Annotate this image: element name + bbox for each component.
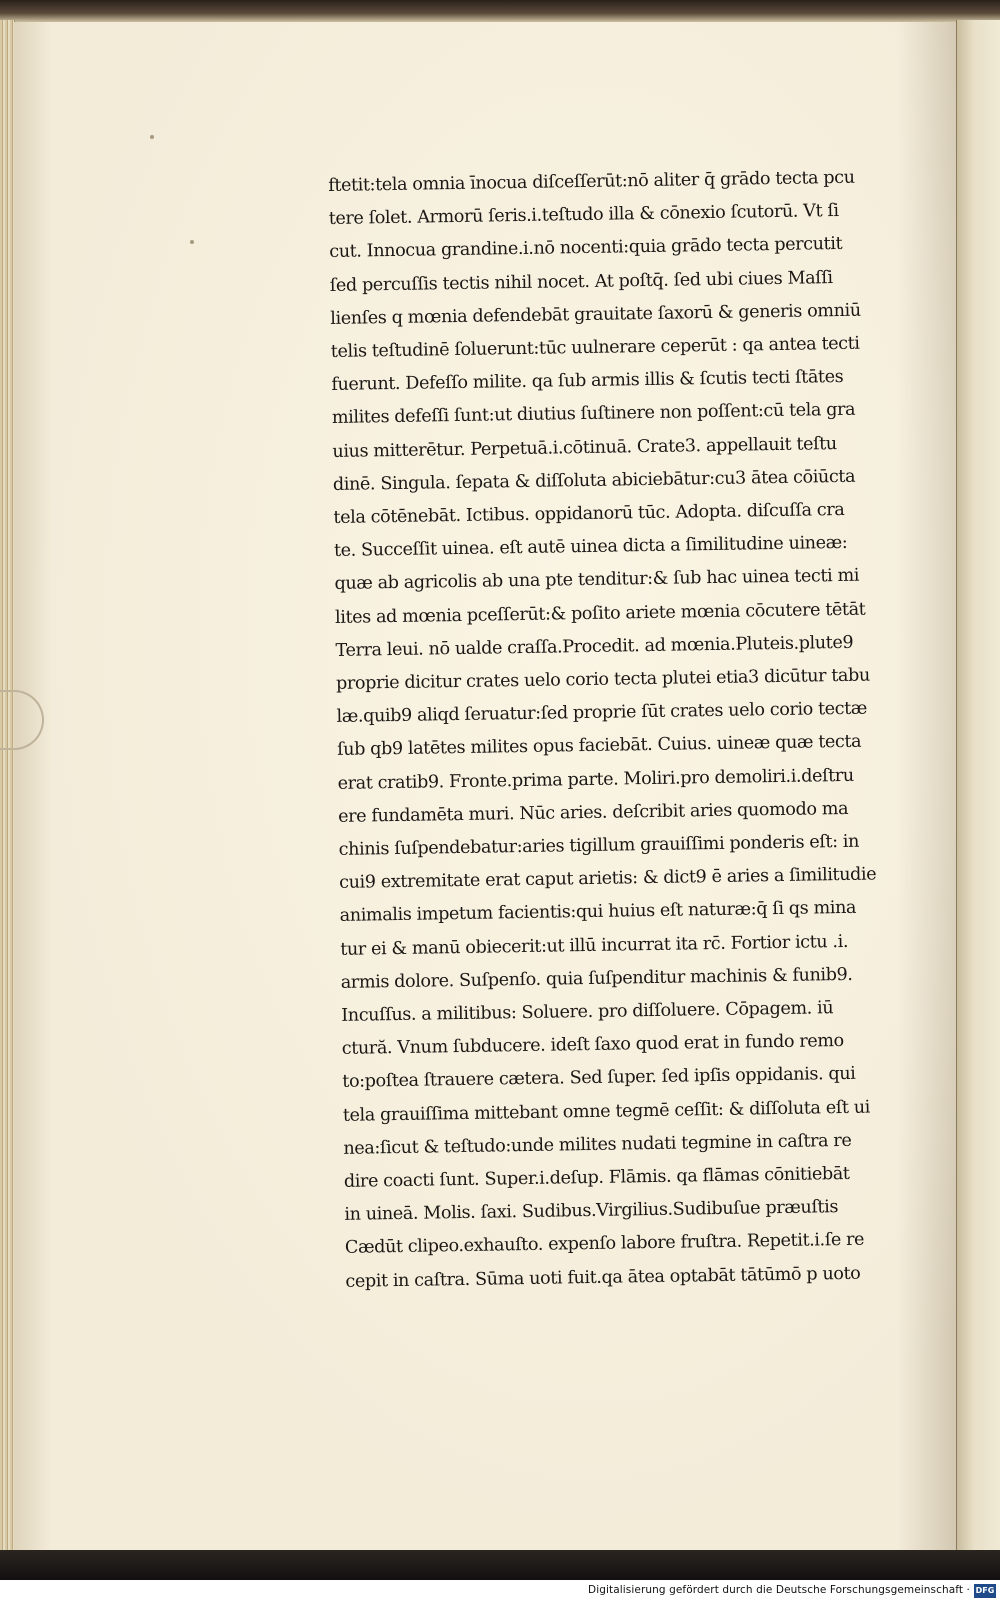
text-line: armis dolore. Suſpenſo. quia ſuſpenditur machinis & funib9. bbox=[340, 964, 853, 993]
text-line: Terra leui. nō ualde craſſa.Procedit. ad mœnia.Pluteis.plute9 bbox=[335, 632, 854, 661]
text-line: proprie dicitur crates uelo corio tecta plutei etia3 dicūtur tabu bbox=[335, 665, 871, 694]
book-top-shadow bbox=[0, 0, 1000, 22]
text-line: Incuſſus. a militibus: Soluere. pro diſſoluere. Cōpagem. iū bbox=[341, 998, 834, 1026]
text-line: nea:ſicut & teſtudo:unde milites nudati tegmine in caſtra re bbox=[343, 1130, 852, 1159]
text-line: cui9 extremitate erat caput arietis: & dict9 ē aries a ſimilitudie bbox=[339, 864, 877, 894]
text-line: chinis ſuſpendebatur:aries tigillum grauiſſimi ponderis eſt: in bbox=[338, 831, 860, 860]
facing-page-fragment bbox=[966, 1060, 996, 1360]
text-line: uius mitterētur. Perpetuā.i.cōtinuā. Crate3. appellauit teſtu bbox=[332, 433, 837, 462]
text-line: erat cratib9. Fronte.prima parte. Moliri.pro demoliri.i.deſtru bbox=[337, 765, 854, 794]
funding-credit: Digitalisierung gefördert durch die Deutsche Forschungsgemeinschaft · bbox=[588, 1584, 970, 1596]
text-line: lites ad mœnia pceſſerūt:& poſito ariete mœnia cōcutere tētāt bbox=[334, 599, 866, 628]
text-line: cut. Innocua grandine.i.nō nocenti:quia grādo tecta percutit bbox=[329, 234, 843, 263]
text-line: telis teſtudinē ſoluerunt:tūc uulnerare ceperūt : qa antea tecti bbox=[330, 333, 860, 362]
text-line: ſed percuſſis tectis nihil nocet. At poſtq̄. ſed ubi ciues Maſſi bbox=[329, 267, 833, 296]
text-line: tere ſolet. Armorū ſeris.i.teſtudo illa & cōnexio ſcutorū. Vt ſi bbox=[328, 201, 839, 230]
text-line: lienſes q mœnia defendebāt grauitate ſaxorū & generis omniū bbox=[330, 300, 861, 329]
text-line: dinē. Singula. ſepata & diſſoluta abiciebātur:cu3 ātea cōiūcta bbox=[332, 466, 856, 495]
text-line: Cædūt clipeo.exhauſto. expenſo labore fruſtra. Repetit.i.ſe re bbox=[344, 1230, 865, 1259]
text-line: tela grauiſſima mittebant omne tegmē ceſſit: & diſſoluta eſt ui bbox=[342, 1097, 871, 1126]
commentary-text-block bbox=[328, 161, 932, 1470]
text-line: tur ei & manū obiecerit:ut illū incurrat ita rc̄. Fortior ictu .i. bbox=[340, 931, 849, 960]
text-line: ere fundamēta muri. Nūc aries. deſcribit aries quomodo ma bbox=[338, 798, 849, 827]
text-line: animalis impetum facientis:qui huius eſt naturæ:q̄ ſi qs mina bbox=[339, 898, 857, 927]
digitization-footer bbox=[0, 1580, 1000, 1603]
text-line: ftetit:tela omnia īnocua diſceſſerūt:nō aliter q̄ grādo tecta pcu bbox=[328, 167, 855, 196]
text-line: fuerunt. Defeſſo milite. qa ſub armis illis & ſcutis tecti ſtātes bbox=[331, 367, 844, 396]
text-line: to:poſtea ſtrauere cætera. Sed ſuper. ſed ipſis oppidanis. qui bbox=[342, 1064, 856, 1093]
text-line: quæ ab agricolis ab una pte tenditur:& ſub hac uinea tecti mi bbox=[334, 566, 860, 595]
text-line: dire coacti ſunt. Super.i.deſup. Flāmis. qa flāmas cōnitiebāt bbox=[343, 1163, 850, 1192]
text-line: ſub qb9 latētes milites opus faciebāt. Cuius. uineæ quæ tecta bbox=[336, 732, 862, 761]
text-line: te. Succeſſit uinea. eſt autē uinea dicta a ſimilitudine uineæ: bbox=[333, 533, 848, 562]
ink-speck bbox=[190, 240, 194, 244]
ink-speck bbox=[150, 135, 154, 139]
text-line: tela cōtēnebāt. Ictibus. oppidanorū tūc. Adopta. diſcuſſa cra bbox=[333, 499, 845, 528]
text-line: ctură. Vnum ſubducere. ideſt ſaxo quod erat in fundo remo bbox=[341, 1031, 844, 1060]
text-line: in uineā. Molis. ſaxi. Sudibus.Virgilius.Sudibuſue præuſtis bbox=[344, 1197, 839, 1226]
text-line: læ.quib9 aliqd ſeruatur:ſed proprie ſūt crates uelo corio tectæ bbox=[336, 698, 868, 728]
page-stack-left-edge bbox=[0, 20, 15, 1550]
text-line: milites defeſſi ſunt:ut diutius ſuſtinere non poſſent:cū tela gra bbox=[331, 400, 856, 429]
scanner-bottom-band bbox=[0, 1550, 1000, 1580]
dfg-logo: DFG bbox=[974, 1584, 996, 1598]
text-line: cepit in caſtra. Sūma uoti fuit.qa ātea optabāt tātūmō p uoto bbox=[345, 1263, 861, 1292]
